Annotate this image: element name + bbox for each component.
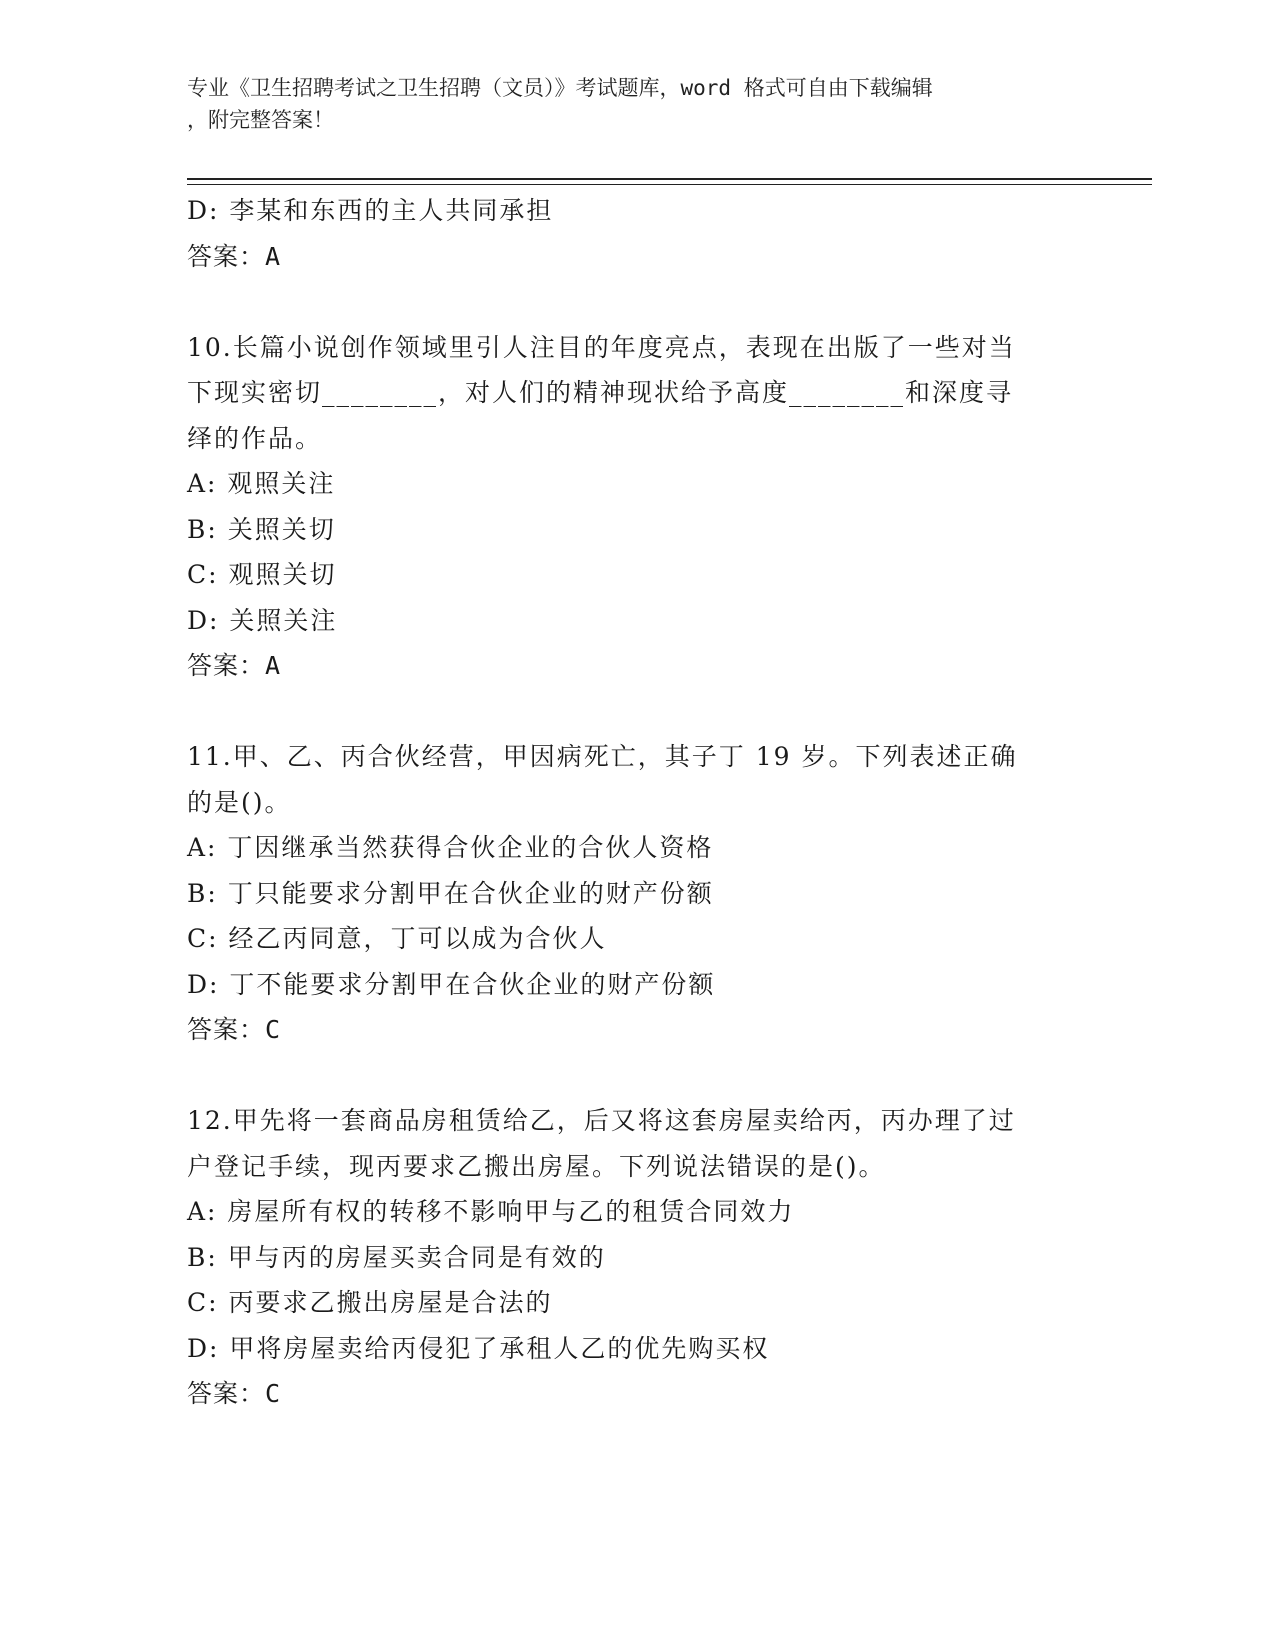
spacer: [187, 279, 1107, 325]
answer-label: 答案：: [187, 1015, 266, 1044]
answer: [187, 643, 1107, 689]
header-line-1: 专业《卫生招聘考试之卫生招聘（文员）》考试题库，word 格式可自由下载编辑: [187, 76, 933, 100]
option-d: D: 甲将房屋卖给丙侵犯了承租人乙的优先购买权: [187, 1333, 770, 1363]
option-d: D: 关照关注: [187, 605, 338, 635]
answer-label: 答案：: [187, 651, 266, 680]
spacer: [187, 689, 1107, 735]
answer-value: C: [265, 1379, 282, 1408]
answer-value: C: [265, 1015, 282, 1044]
answer: [187, 1371, 1107, 1417]
answer: [187, 1007, 1107, 1053]
option-b: B: 丁只能要求分割甲在合伙企业的财产份额: [187, 878, 714, 908]
option-a: A: 房屋所有权的转移不影响甲与乙的租赁合同效力: [187, 1197, 795, 1226]
option-d: D: 丁不能要求分割甲在合伙企业的财产份额: [187, 969, 716, 999]
option-b: B: 关照关切: [187, 514, 336, 544]
question-text-line: 的是()。: [187, 787, 292, 817]
question-text-line: 户登记手续，现丙要求乙搬出房屋。下列说法错误的是()。: [187, 1151, 886, 1181]
header-line-2: ，附完整答案！: [187, 108, 334, 132]
answer-label: 答案：: [187, 1379, 266, 1408]
option-c: C: 观照关切: [187, 560, 337, 589]
prev-option-d: D: 李某和东西的主人共同承担: [187, 196, 554, 225]
question-text-line: 下现实密切________，对人们的精神现状给予高度________和深度寻: [187, 378, 1014, 407]
question-text-line: 绎的作品。: [187, 423, 323, 453]
answer-value: A: [265, 651, 282, 680]
question-content: [187, 188, 1107, 1417]
question-text-line: 11.甲、乙、丙合伙经营，甲因病死亡，其子丁 19 岁。下列表述正确: [187, 742, 1018, 771]
question-10: [187, 325, 1107, 689]
prev-answer: [187, 234, 1107, 280]
spacer: [187, 1053, 1107, 1099]
answer-label: 答案：: [187, 241, 266, 271]
question-text-line: 12.甲先将一套商品房租赁给乙，后又将这套房屋卖给丙，丙办理了过: [187, 1106, 1016, 1135]
option-b: B: 甲与丙的房屋买卖合同是有效的: [187, 1242, 606, 1272]
question-12: [187, 1098, 1107, 1417]
answer-value: A: [265, 241, 282, 271]
header-rule-thin: [187, 184, 1152, 185]
question-text-line: 10.长篇小说创作领域里引人注目的年度亮点，表现在出版了一些对当: [187, 332, 1016, 362]
header-rule-thick: [187, 178, 1152, 180]
question-11: [187, 734, 1107, 1053]
page-header: [187, 72, 1087, 136]
option-a: A: 观照关注: [187, 469, 336, 498]
option-a: A: 丁因继承当然获得合伙企业的合伙人资格: [187, 833, 714, 862]
option-c: C: 丙要求乙搬出房屋是合法的: [187, 1288, 553, 1317]
option-c: C: 经乙丙同意，丁可以成为合伙人: [187, 924, 607, 953]
